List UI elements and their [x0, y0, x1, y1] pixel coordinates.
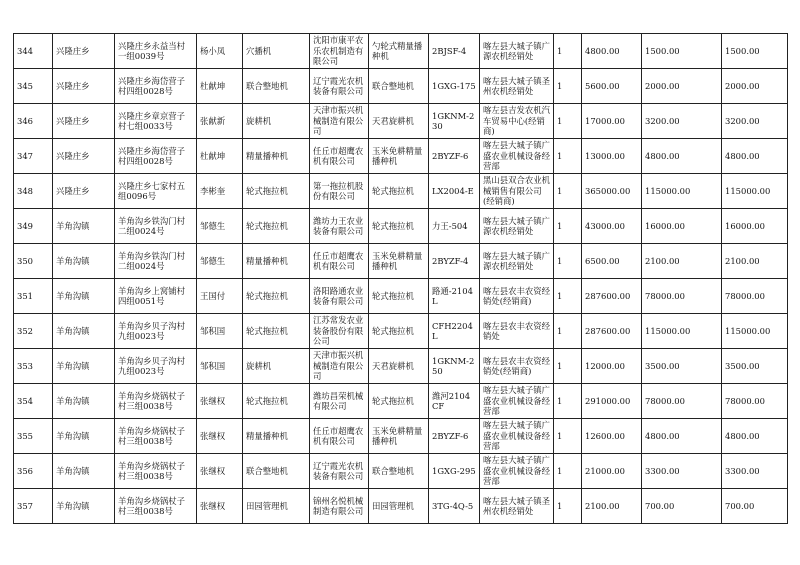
product-name-cell: 玉米免耕精量播种机: [369, 419, 429, 454]
price-cell: 365000.00: [582, 174, 642, 209]
township-cell: 羊角沟镇: [53, 419, 115, 454]
table-row: [14, 139, 788, 174]
quantity-cell: 1: [554, 209, 582, 244]
quantity-cell: 1: [554, 34, 582, 69]
dealer-cell: 喀左县大城子镇广盛农业机械设备经营部: [480, 419, 554, 454]
product-name-cell: 玉米免耕精量播种机: [369, 139, 429, 174]
buyer-name-cell: 张继权: [197, 489, 243, 524]
quantity-cell: 1: [554, 174, 582, 209]
quantity-cell: 1: [554, 104, 582, 139]
address-cell: 羊角沟乡铁沟门村二组0024号: [115, 209, 197, 244]
price-cell: 5600.00: [582, 69, 642, 104]
price-cell: 2100.00: [582, 489, 642, 524]
row-index: 354: [14, 384, 53, 419]
machine-type-cell: 轮式拖拉机: [243, 314, 310, 349]
dealer-cell: 喀左县大城子镇圣州农机经销处: [480, 489, 554, 524]
table-row: [14, 454, 788, 489]
product-name-cell: 勺轮式精量播种机: [369, 34, 429, 69]
manufacturer-cell: 辽宁霞光农机装备有限公司: [310, 454, 369, 489]
total-subsidy-cell: 115000.00: [722, 314, 788, 349]
quantity-cell: 1: [554, 314, 582, 349]
address-cell: 兴隆庄乡海岱营子村四组0028号: [115, 139, 197, 174]
buyer-name-cell: 邹德生: [197, 209, 243, 244]
buyer-name-cell: 张献新: [197, 104, 243, 139]
price-cell: 12600.00: [582, 419, 642, 454]
address-cell: 羊角沟乡烧锅杖子村三组0038号: [115, 454, 197, 489]
dealer-cell: 喀左县农丰农资经销处: [480, 314, 554, 349]
price-cell: 17000.00: [582, 104, 642, 139]
table-row: [14, 279, 788, 314]
buyer-name-cell: 邹积国: [197, 314, 243, 349]
model-cell: 2BYZF-6: [429, 419, 480, 454]
buyer-name-cell: 张继权: [197, 454, 243, 489]
subsidy-cell: 2100.00: [642, 244, 722, 279]
model-cell: 2BJSF-4: [429, 34, 480, 69]
dealer-cell: 喀左县大城子镇广源农机经销处: [480, 209, 554, 244]
total-subsidy-cell: 16000.00: [722, 209, 788, 244]
row-index: 356: [14, 454, 53, 489]
dealer-cell: 喀左县大城子镇广源农机经销处: [480, 244, 554, 279]
model-cell: 潍河2104CF: [429, 384, 480, 419]
model-cell: 2BYZF-4: [429, 244, 480, 279]
dealer-cell: 喀左县农丰农资经销处(经销商): [480, 349, 554, 384]
subsidy-cell: 2000.00: [642, 69, 722, 104]
machine-type-cell: 旋耕机: [243, 349, 310, 384]
table-row: [14, 489, 788, 524]
township-cell: 兴隆庄乡: [53, 104, 115, 139]
model-cell: CFH2204L: [429, 314, 480, 349]
model-cell: 1GKNM-230: [429, 104, 480, 139]
model-cell: 1GXG-175: [429, 69, 480, 104]
product-name-cell: 玉米免耕精量播种机: [369, 244, 429, 279]
price-cell: 12000.00: [582, 349, 642, 384]
machine-type-cell: 精量播种机: [243, 139, 310, 174]
manufacturer-cell: 潍坊昌荣机械有限公司: [310, 384, 369, 419]
row-index: 350: [14, 244, 53, 279]
table-row: [14, 69, 788, 104]
township-cell: 羊角沟镇: [53, 349, 115, 384]
model-cell: 力王-504: [429, 209, 480, 244]
machine-type-cell: 轮式拖拉机: [243, 384, 310, 419]
row-index: 347: [14, 139, 53, 174]
subsidy-cell: 3300.00: [642, 454, 722, 489]
model-cell: 2BYZF-6: [429, 139, 480, 174]
address-cell: 羊角沟乡贝子沟村九组0023号: [115, 314, 197, 349]
product-name-cell: 联合整地机: [369, 454, 429, 489]
township-cell: 羊角沟镇: [53, 279, 115, 314]
township-cell: 羊角沟镇: [53, 244, 115, 279]
dealer-cell: 喀左县大城子镇广盛农业机械设备经营部: [480, 139, 554, 174]
table-body: [14, 34, 788, 524]
price-cell: 291000.00: [582, 384, 642, 419]
total-subsidy-cell: 78000.00: [722, 279, 788, 314]
total-subsidy-cell: 115000.00: [722, 174, 788, 209]
total-subsidy-cell: 2000.00: [722, 69, 788, 104]
row-index: 349: [14, 209, 53, 244]
total-subsidy-cell: 3500.00: [722, 349, 788, 384]
row-index: 353: [14, 349, 53, 384]
row-index: 346: [14, 104, 53, 139]
model-cell: 路通-2104L: [429, 279, 480, 314]
manufacturer-cell: 天津市振兴机械制造有限公司: [310, 104, 369, 139]
subsidy-cell: 1500.00: [642, 34, 722, 69]
manufacturer-cell: 任丘市超鹰农机有限公司: [310, 244, 369, 279]
row-index: 351: [14, 279, 53, 314]
product-name-cell: 天君旋耕机: [369, 349, 429, 384]
machine-type-cell: 轮式拖拉机: [243, 174, 310, 209]
subsidy-table: [13, 33, 788, 524]
row-index: 348: [14, 174, 53, 209]
subsidy-cell: 115000.00: [642, 174, 722, 209]
machine-type-cell: 轮式拖拉机: [243, 279, 310, 314]
subsidy-cell: 78000.00: [642, 384, 722, 419]
manufacturer-cell: 天津市振兴机械制造有限公司: [310, 349, 369, 384]
quantity-cell: 1: [554, 384, 582, 419]
township-cell: 兴隆庄乡: [53, 34, 115, 69]
township-cell: 兴隆庄乡: [53, 139, 115, 174]
buyer-name-cell: 杨小凤: [197, 34, 243, 69]
quantity-cell: 1: [554, 419, 582, 454]
product-name-cell: 天君旋耕机: [369, 104, 429, 139]
product-name-cell: 联合整地机: [369, 69, 429, 104]
buyer-name-cell: 张继权: [197, 419, 243, 454]
subsidy-cell: 700.00: [642, 489, 722, 524]
price-cell: 287600.00: [582, 279, 642, 314]
table-row: [14, 384, 788, 419]
township-cell: 兴隆庄乡: [53, 174, 115, 209]
address-cell: 羊角沟乡贝子沟村九组0023号: [115, 349, 197, 384]
machine-type-cell: 田园管理机: [243, 489, 310, 524]
table-row: [14, 314, 788, 349]
address-cell: 兴隆庄乡章京营子村七组0033号: [115, 104, 197, 139]
manufacturer-cell: 辽宁霞光农机装备有限公司: [310, 69, 369, 104]
row-index: 345: [14, 69, 53, 104]
table-row: [14, 209, 788, 244]
manufacturer-cell: 洛阳路通农业装备有限公司: [310, 279, 369, 314]
product-name-cell: 轮式拖拉机: [369, 279, 429, 314]
model-cell: 1GKNM-250: [429, 349, 480, 384]
row-index: 344: [14, 34, 53, 69]
subsidy-cell: 16000.00: [642, 209, 722, 244]
total-subsidy-cell: 4800.00: [722, 419, 788, 454]
total-subsidy-cell: 3200.00: [722, 104, 788, 139]
quantity-cell: 1: [554, 349, 582, 384]
table-row: [14, 244, 788, 279]
price-cell: 287600.00: [582, 314, 642, 349]
machine-type-cell: 轮式拖拉机: [243, 209, 310, 244]
quantity-cell: 1: [554, 279, 582, 314]
subsidy-cell: 3500.00: [642, 349, 722, 384]
buyer-name-cell: 王国付: [197, 279, 243, 314]
machine-type-cell: 旋耕机: [243, 104, 310, 139]
total-subsidy-cell: 700.00: [722, 489, 788, 524]
product-name-cell: 轮式拖拉机: [369, 174, 429, 209]
address-cell: 兴隆庄乡海岱营子村四组0028号: [115, 69, 197, 104]
manufacturer-cell: 沈阳市康平农乐农机制造有限公司: [310, 34, 369, 69]
model-cell: 3TG-4Q-5: [429, 489, 480, 524]
manufacturer-cell: 任丘市超鹰农机有限公司: [310, 139, 369, 174]
buyer-name-cell: 李彬奎: [197, 174, 243, 209]
address-cell: 羊角沟乡上窝铺村四组0051号: [115, 279, 197, 314]
township-cell: 羊角沟镇: [53, 489, 115, 524]
table-row: [14, 419, 788, 454]
price-cell: 13000.00: [582, 139, 642, 174]
buyer-name-cell: 杜献坤: [197, 69, 243, 104]
quantity-cell: 1: [554, 489, 582, 524]
quantity-cell: 1: [554, 139, 582, 174]
address-cell: 羊角沟乡烧锅杖子村三组0038号: [115, 419, 197, 454]
address-cell: 羊角沟乡烧锅杖子村三组0038号: [115, 384, 197, 419]
price-cell: 4800.00: [582, 34, 642, 69]
subsidy-cell: 4800.00: [642, 139, 722, 174]
machine-type-cell: 联合整地机: [243, 69, 310, 104]
subsidy-cell: 3200.00: [642, 104, 722, 139]
quantity-cell: 1: [554, 69, 582, 104]
machine-type-cell: 联合整地机: [243, 454, 310, 489]
manufacturer-cell: 第一拖拉机股份有限公司: [310, 174, 369, 209]
township-cell: 羊角沟镇: [53, 209, 115, 244]
address-cell: 兴隆庄乡永益当村一组0039号: [115, 34, 197, 69]
subsidy-cell: 78000.00: [642, 279, 722, 314]
manufacturer-cell: 江苏常发农业装备股份有限公司: [310, 314, 369, 349]
product-name-cell: 轮式拖拉机: [369, 209, 429, 244]
total-subsidy-cell: 78000.00: [722, 384, 788, 419]
township-cell: 羊角沟镇: [53, 454, 115, 489]
township-cell: 羊角沟镇: [53, 384, 115, 419]
machine-type-cell: 精量播种机: [243, 244, 310, 279]
dealer-cell: 喀左县大城子镇广盛农业机械设备经营部: [480, 384, 554, 419]
address-cell: 羊角沟乡铁沟门村二组0024号: [115, 244, 197, 279]
address-cell: 兴隆庄乡七家村五组0096号: [115, 174, 197, 209]
manufacturer-cell: 任丘市超鹰农机有限公司: [310, 419, 369, 454]
subsidy-cell: 4800.00: [642, 419, 722, 454]
buyer-name-cell: 杜献坤: [197, 139, 243, 174]
subsidy-cell: 115000.00: [642, 314, 722, 349]
row-index: 352: [14, 314, 53, 349]
product-name-cell: 田园管理机: [369, 489, 429, 524]
total-subsidy-cell: 2100.00: [722, 244, 788, 279]
machine-type-cell: 穴播机: [243, 34, 310, 69]
price-cell: 21000.00: [582, 454, 642, 489]
dealer-cell: 喀左县大城子镇广源农机经销处: [480, 34, 554, 69]
address-cell: 羊角沟乡烧锅杖子村三组0038号: [115, 489, 197, 524]
dealer-cell: 喀左县大城子镇圣州农机经销处: [480, 69, 554, 104]
machine-type-cell: 精量播种机: [243, 419, 310, 454]
table-row: [14, 34, 788, 69]
table-row: [14, 104, 788, 139]
dealer-cell: 喀左县农丰农资经销处(经销商): [480, 279, 554, 314]
price-cell: 43000.00: [582, 209, 642, 244]
row-index: 355: [14, 419, 53, 454]
dealer-cell: 喀左县吉发农机汽车贸易中心(经销商): [480, 104, 554, 139]
quantity-cell: 1: [554, 244, 582, 279]
row-index: 357: [14, 489, 53, 524]
buyer-name-cell: 邹德生: [197, 244, 243, 279]
model-cell: LX2004-E: [429, 174, 480, 209]
price-cell: 6500.00: [582, 244, 642, 279]
total-subsidy-cell: 4800.00: [722, 139, 788, 174]
manufacturer-cell: 锦州名悦机械制造有限公司: [310, 489, 369, 524]
product-name-cell: 轮式拖拉机: [369, 384, 429, 419]
total-subsidy-cell: 1500.00: [722, 34, 788, 69]
township-cell: 兴隆庄乡: [53, 69, 115, 104]
product-name-cell: 轮式拖拉机: [369, 314, 429, 349]
model-cell: 1GXG-295: [429, 454, 480, 489]
manufacturer-cell: 潍坊力王农业装备有限公司: [310, 209, 369, 244]
township-cell: 羊角沟镇: [53, 314, 115, 349]
table-row: [14, 174, 788, 209]
total-subsidy-cell: 3300.00: [722, 454, 788, 489]
dealer-cell: 喀左县大城子镇广盛农业机械设备经营部: [480, 454, 554, 489]
table-row: [14, 349, 788, 384]
buyer-name-cell: 张继权: [197, 384, 243, 419]
quantity-cell: 1: [554, 454, 582, 489]
dealer-cell: 黑山县双合农业机械销售有限公司(经销商): [480, 174, 554, 209]
buyer-name-cell: 邹积国: [197, 349, 243, 384]
